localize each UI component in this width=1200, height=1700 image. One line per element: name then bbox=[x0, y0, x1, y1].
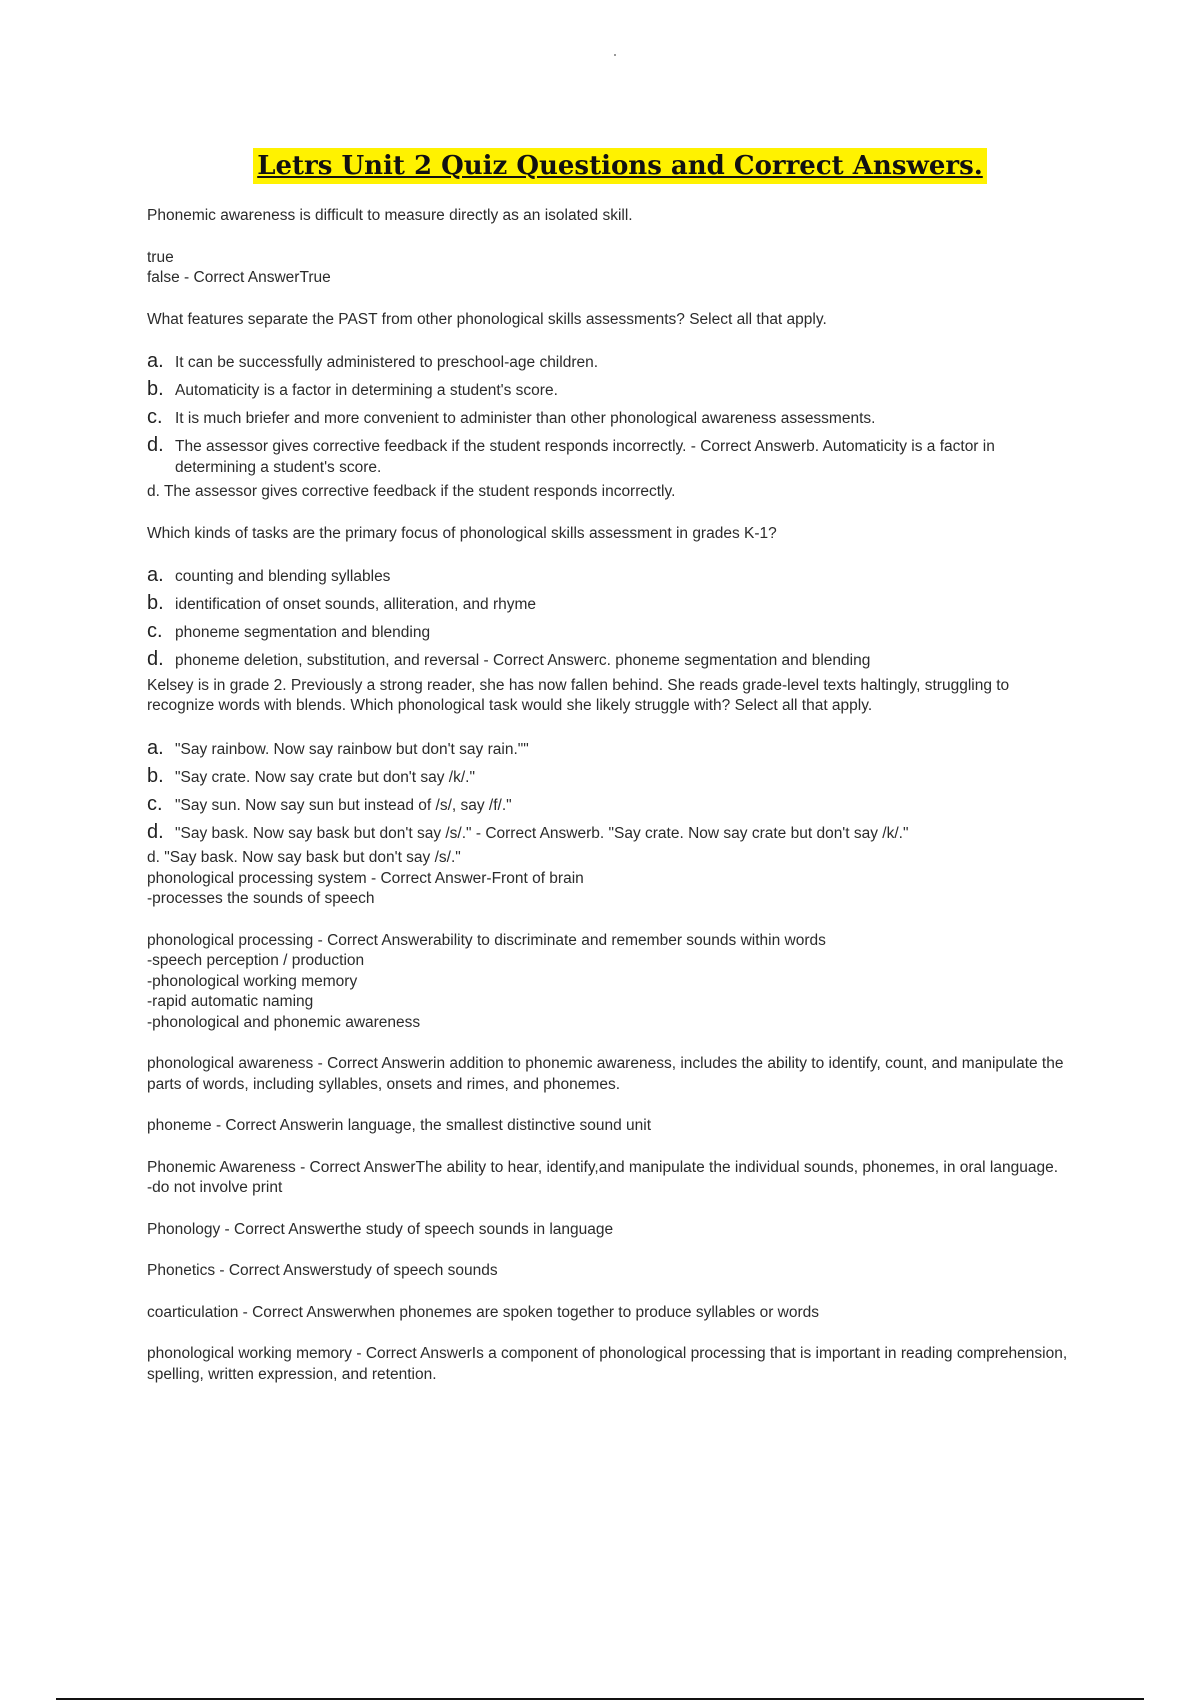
option-item bbox=[147, 593, 1077, 616]
question-3: Which kinds of tasks are the primary focus of phonological skills assessment in grades K-1? bbox=[147, 524, 777, 542]
answer-line: false - Correct AnswerTrue bbox=[147, 269, 331, 286]
option-text: phoneme segmentation and blending bbox=[175, 624, 431, 641]
option-text: "Say crate. Now say crate but don't say /k/." bbox=[175, 768, 475, 786]
question-3-options bbox=[147, 565, 1077, 672]
term-line: -do not involve print bbox=[147, 1179, 283, 1196]
header-mark bbox=[614, 54, 616, 56]
option-text: "Say rainbow. Now say rainbow but don't say rain."" bbox=[175, 740, 529, 758]
term-entry bbox=[147, 931, 1077, 1034]
option-item bbox=[147, 794, 1077, 817]
question-2: What features separate the PAST from other phonological skills assessments? Select all that apply. bbox=[147, 310, 827, 328]
option-letter: b. bbox=[147, 378, 164, 400]
term-entry bbox=[147, 1303, 1077, 1324]
option-item bbox=[147, 621, 1077, 644]
option-letter: d. bbox=[147, 434, 164, 456]
option-item bbox=[147, 351, 1077, 374]
term-entry bbox=[147, 1054, 1077, 1095]
term-line: Phonology - Correct Answerthe study of speech sounds in language bbox=[147, 1220, 614, 1238]
term-entry bbox=[147, 1158, 1077, 1199]
option-letter: b. bbox=[147, 764, 164, 787]
question-1: Phonemic awareness is difficult to measure directly as an isolated skill. bbox=[147, 207, 633, 224]
option-text: identification of onset sounds, alliteration, and rhyme bbox=[175, 596, 537, 613]
term-entry bbox=[147, 1261, 1077, 1282]
question-4-extra bbox=[147, 848, 1077, 910]
option-item bbox=[147, 565, 1077, 588]
option-text: The assessor gives corrective feedback if the student responds incorrectly. - Correct Answerb. Automaticity is a factor in determining a student's score. bbox=[175, 438, 995, 476]
option-text: counting and blending syllables bbox=[175, 568, 391, 585]
term-entry bbox=[147, 1116, 1077, 1137]
option-text: "Say bask. Now say bask but don't say /s/." - Correct Answerb. "Say crate. Now say crate but don't say /k/." bbox=[175, 824, 909, 842]
term-line: phonological processing - Correct Answerability to discriminate and remember sounds within words bbox=[147, 931, 826, 949]
option-item bbox=[147, 649, 1077, 672]
option-letter: d. bbox=[147, 648, 164, 670]
term-line: Phonemic Awareness - Correct AnswerThe ability to hear, identify,and manipulate the individual sounds, phonemes, in oral language. bbox=[147, 1158, 1059, 1176]
option-item bbox=[147, 766, 1077, 789]
option-letter: b. bbox=[147, 592, 164, 614]
term-line: phoneme - Correct Answerin language, the smallest distinctive sound unit bbox=[147, 1117, 652, 1134]
answer-line: phonological processing system - Correct Answer-Front of brain bbox=[147, 869, 584, 887]
term-entry bbox=[147, 1344, 1077, 1385]
document-title: Letrs Unit 2 Quiz Questions and Correct Answers. bbox=[253, 148, 987, 184]
option-item bbox=[147, 407, 1077, 430]
term-line: coarticulation - Correct Answerwhen phonemes are spoken together to produce syllables or words bbox=[147, 1303, 820, 1321]
question-2-options bbox=[147, 351, 1077, 478]
term-line: -speech perception / production bbox=[147, 952, 365, 969]
answer-line: d. The assessor gives corrective feedback if the student responds incorrectly. bbox=[147, 483, 676, 500]
term-line: -phonological working memory bbox=[147, 972, 358, 990]
option-text: phoneme deletion, substitution, and reversal - Correct Answerc. phoneme segmentation and blending bbox=[175, 652, 871, 669]
option-letter: a. bbox=[147, 564, 164, 586]
title-container bbox=[0, 148, 1200, 184]
question-1-answers bbox=[147, 248, 1077, 289]
document-body bbox=[147, 206, 1077, 1406]
term-line: -phonological and phonemic awareness bbox=[147, 1013, 421, 1031]
option-letter: c. bbox=[147, 620, 163, 642]
option-letter: c. bbox=[147, 792, 163, 815]
question-4: Kelsey is in grade 2. Previously a strong reader, she has now fallen behind. She reads grade-level texts haltingly, struggling to recognize words with blends. Which phonological task would she likely struggle with? Select all that apply. bbox=[147, 676, 1010, 714]
option-item bbox=[147, 435, 1077, 478]
option-text: "Say sun. Now say sun but instead of /s/, say /f/." bbox=[175, 796, 512, 814]
term-entry bbox=[147, 1220, 1077, 1241]
answer-line: -processes the sounds of speech bbox=[147, 890, 375, 907]
option-letter: c. bbox=[147, 406, 163, 428]
answer-line: d. "Say bask. Now say bask but don't say /s/." bbox=[147, 849, 461, 866]
option-letter: d. bbox=[147, 820, 164, 843]
question-4-options bbox=[147, 738, 1077, 845]
term-line: phonological awareness - Correct Answerin addition to phonemic awareness, includes the ability to identify, count, and manipulate the parts of words, including syllables, onsets and rimes, and phonemes. bbox=[147, 1055, 1064, 1093]
option-text: It is much briefer and more convenient to administer than other phonological awareness assessments. bbox=[175, 410, 876, 427]
answer-line: true bbox=[147, 248, 174, 266]
option-item bbox=[147, 822, 1077, 845]
term-line: phonological working memory - Correct AnswerIs a component of phonological processing that is important in reading comprehension, spelling, written expression, and retention. bbox=[147, 1345, 1068, 1383]
term-line: -rapid automatic naming bbox=[147, 993, 314, 1010]
option-item bbox=[147, 738, 1077, 761]
option-text: Automaticity is a factor in determining a student's score. bbox=[175, 382, 558, 399]
option-text: It can be successfully administered to preschool-age children. bbox=[175, 354, 599, 371]
option-letter: a. bbox=[147, 736, 164, 759]
term-line: Phonetics - Correct Answerstudy of speech sounds bbox=[147, 1262, 498, 1279]
option-letter: a. bbox=[147, 350, 164, 372]
option-item bbox=[147, 379, 1077, 402]
